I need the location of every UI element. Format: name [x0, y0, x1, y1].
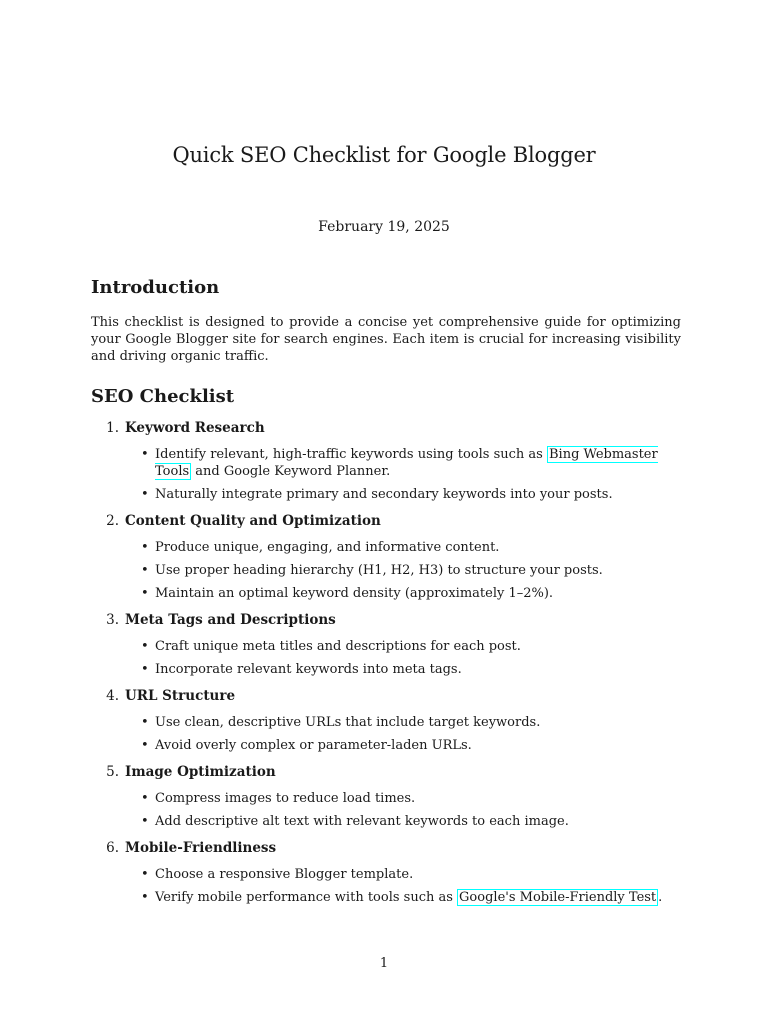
bullet-item — [141, 790, 681, 807]
document-title: Quick SEO Checklist for Google Blogger — [172, 143, 596, 167]
page-number: 1 — [379, 956, 389, 971]
bullet-text: Avoid overly complex or parameter-laden URLs. — [155, 738, 472, 753]
checklist-item — [91, 611, 681, 678]
checklist-item-title: Image Optimization — [125, 764, 276, 780]
bullet-list — [91, 638, 681, 678]
bullet-icon: • — [141, 814, 149, 829]
checklist-item-heading — [91, 611, 681, 629]
bullet-item — [141, 889, 681, 906]
bullet-icon: • — [141, 791, 149, 806]
bullet-icon: • — [141, 662, 149, 677]
checklist-heading: SEO Checklist — [91, 386, 235, 407]
checklist-item — [91, 839, 681, 906]
checklist-item-heading — [91, 839, 681, 857]
checklist-item-number: 1. — [106, 420, 119, 436]
bullet-list — [91, 790, 681, 830]
bullet-item — [141, 486, 681, 503]
checklist-item-heading — [91, 512, 681, 530]
checklist-item — [91, 512, 681, 602]
bullet-icon: • — [141, 540, 149, 555]
bullet-icon: • — [141, 586, 149, 601]
bullet-text: Produce unique, engaging, and informative content. — [155, 540, 500, 555]
checklist-item-title: Content Quality and Optimization — [125, 513, 381, 529]
bullet-text: Craft unique meta titles and descriptions for each post. — [155, 639, 521, 654]
bullet-item — [141, 585, 681, 602]
checklist-item — [91, 763, 681, 830]
bullet-item — [141, 714, 681, 731]
document-body — [91, 276, 681, 915]
bullet-text: Use proper heading hierarchy (H1, H2, H3) to structure your posts. — [155, 563, 603, 578]
bullet-text: Compress images to reduce load times. — [155, 791, 416, 806]
checklist-item-number: 4. — [106, 688, 119, 704]
bullet-icon: • — [141, 738, 149, 753]
bullet-list — [91, 714, 681, 754]
bullet-text: Identify relevant, high-traffic keywords using tools such as — [155, 447, 547, 462]
bullet-icon: • — [141, 447, 149, 462]
bullet-item — [141, 661, 681, 678]
checklist-item-number: 5. — [106, 764, 119, 780]
checklist-item-heading — [91, 763, 681, 781]
hyperlink[interactable]: Google's Mobile-Friendly Test — [459, 890, 657, 905]
bullet-item — [141, 638, 681, 655]
bullet-list — [91, 446, 681, 503]
bullet-item — [141, 446, 681, 480]
bullet-item — [141, 813, 681, 830]
bullet-icon: • — [141, 867, 149, 882]
checklist-item-heading — [91, 687, 681, 705]
hyperlink[interactable]: Bing Webmaster Tools — [155, 447, 658, 479]
bullet-text: Verify mobile performance with tools such as — [155, 890, 458, 905]
checklist-item-heading — [91, 419, 681, 437]
bullet-list — [91, 539, 681, 602]
bullet-item — [141, 562, 681, 579]
checklist-item-number: 3. — [106, 612, 119, 628]
bullet-icon: • — [141, 715, 149, 730]
bullet-item — [141, 737, 681, 754]
bullet-icon: • — [141, 487, 149, 502]
checklist-item — [91, 687, 681, 754]
bullet-icon: • — [141, 563, 149, 578]
checklist-item-number: 2. — [106, 513, 119, 529]
introduction-heading: Introduction — [91, 277, 220, 298]
checklist-item-number: 6. — [106, 840, 119, 856]
checklist-item-title: Meta Tags and Descriptions — [125, 612, 336, 628]
bullet-text-after: . — [658, 890, 663, 905]
checklist-item — [91, 419, 681, 503]
bullet-item — [141, 866, 681, 883]
bullet-text: Incorporate relevant keywords into meta tags. — [155, 662, 462, 677]
checklist-list — [91, 419, 681, 906]
checklist-item-title: Keyword Research — [125, 420, 265, 436]
bullet-icon: • — [141, 890, 149, 905]
bullet-text: Choose a responsive Blogger template. — [155, 867, 414, 882]
document-date: February 19, 2025 — [318, 219, 450, 235]
bullet-item — [141, 539, 681, 556]
bullet-text: Add descriptive alt text with relevant keywords to each image. — [155, 814, 569, 829]
checklist-item-title: URL Structure — [125, 688, 236, 704]
bullet-text: Use clean, descriptive URLs that include target keywords. — [155, 715, 541, 730]
bullet-list — [91, 866, 681, 906]
bullet-icon: • — [141, 639, 149, 654]
bullet-text: Naturally integrate primary and secondary keywords into your posts. — [155, 487, 613, 502]
checklist-item-title: Mobile-Friendliness — [125, 840, 277, 856]
bullet-text-after: and Google Keyword Planner. — [191, 464, 391, 479]
introduction-paragraph: This checklist is designed to provide a concise yet comprehensive guide for optimizing your Google Blogger site for search engines. Each item is crucial for increasing visibility and driving organic traffic. — [91, 315, 681, 364]
bullet-text: Maintain an optimal keyword density (approximately 1–2%). — [155, 586, 554, 601]
